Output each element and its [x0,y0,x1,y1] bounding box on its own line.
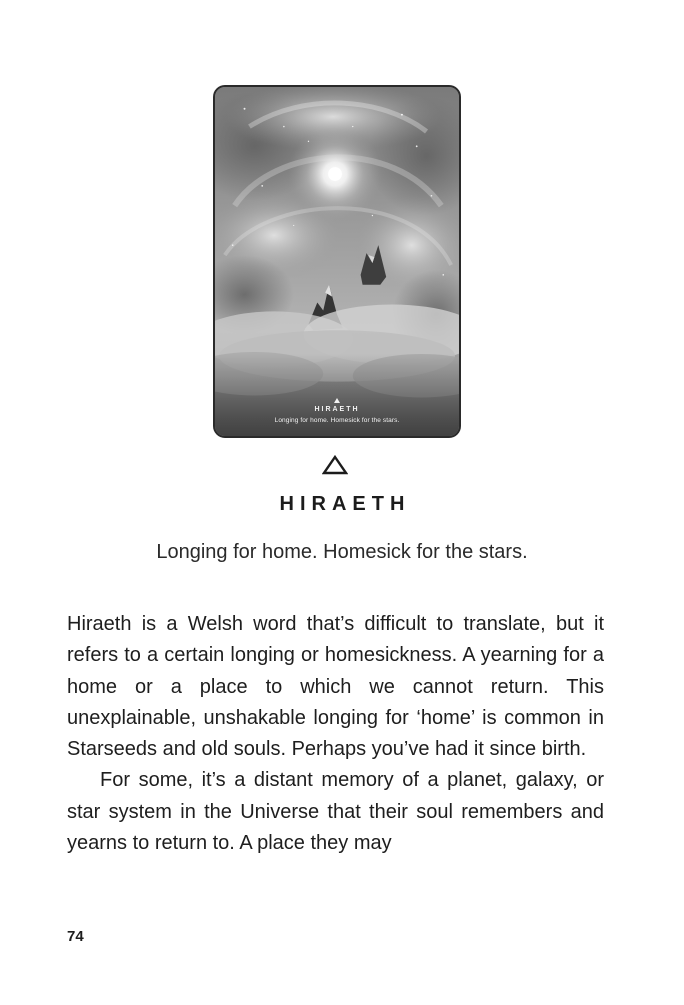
paragraph: Hiraeth is a Welsh word that’s difficult to translate, but it refers to a certain longing or homesickness. A yearning for a home or a place to which we cannot return. This unexplainable, unshakable longing for ‘home’ is common in Starseeds and old souls. Perhaps you’ve had it since birth. [67,613,604,761]
page-subtitle: Longing for home. Homesick for the stars. [156,541,528,563]
card-triangle-icon [334,398,340,403]
page-number: 74 [67,928,84,945]
oracle-card-image [213,85,461,438]
card-subtitle: Longing for home. Homesick for the stars. [274,417,400,424]
triangle-icon [322,455,348,475]
paragraph: For some, it’s a distant memory of a planet, galaxy, or star system in the Universe that their soul remembers and yearns to return to. A place they may [67,769,604,855]
card-caption [215,398,459,424]
page-title: HIRAETH [279,493,411,515]
nebula-mountains-illustration [215,87,459,436]
body-text [67,609,604,859]
card-title: HIRAETH [314,406,360,413]
